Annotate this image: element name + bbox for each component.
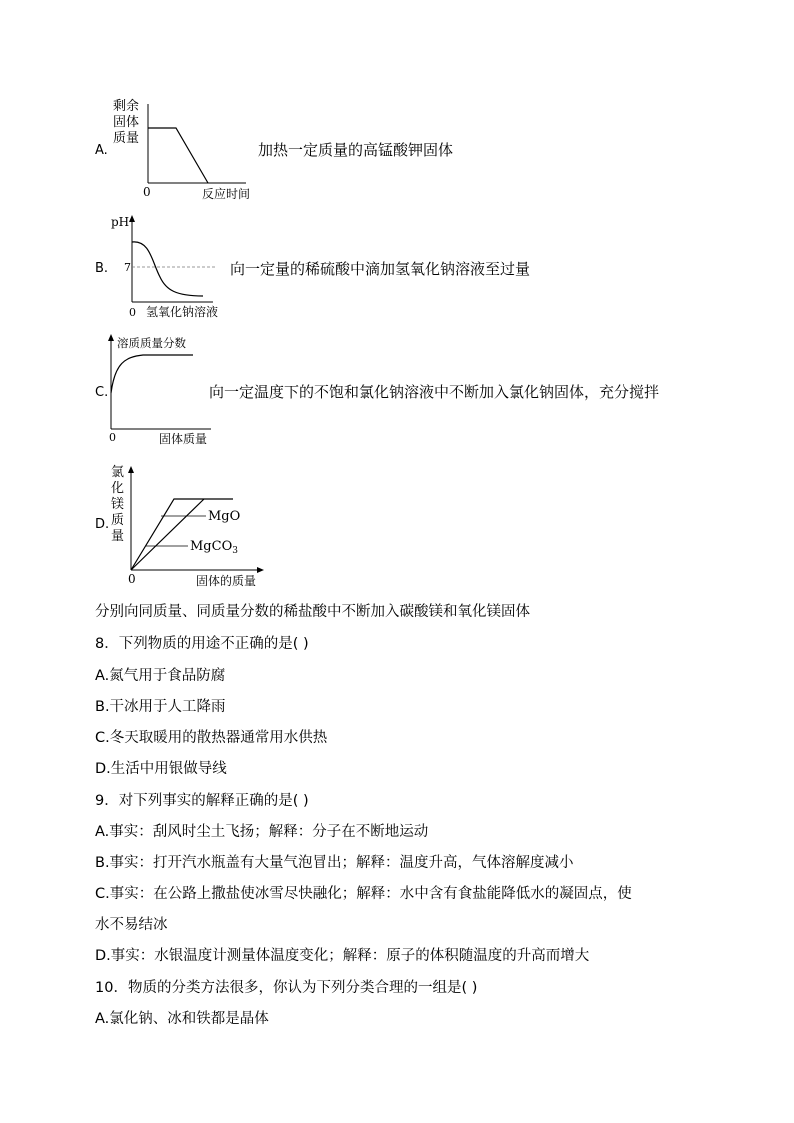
- graph-d-y-arrow: [128, 466, 134, 473]
- graph-a-origin: 0: [143, 185, 151, 199]
- q9-option-c-cont: 水不易结冰: [95, 917, 168, 933]
- graph-b: [108, 212, 228, 322]
- graph-a-ylabel-2: 固体: [113, 115, 140, 130]
- option-a-description: 加热一定质量的高锰酸钾固体: [258, 141, 454, 159]
- q9-option-d: D.事实：水银温度计测量体温度变化；解释：原子的体积随温度的升高而增大: [95, 948, 590, 964]
- q9-stem: 9．对下列事实的解释正确的是( ): [95, 793, 309, 809]
- graph-d-x-arrow: [257, 567, 264, 573]
- option-d-description: 分别向同质量、同质量分数的稀盐酸中不断加入碳酸镁和氧化镁固体: [95, 604, 530, 620]
- graph-d-mgco3-label: MgCO$_3$: [190, 539, 238, 556]
- graph-c-ylabel: 溶质质量分数: [117, 336, 186, 350]
- q8-option-d: D.生活中用银做导线: [95, 761, 227, 777]
- q9-option-c: C.事实：在公路上撒盐使冰雪尽快融化；解释：水中含有食盐能降低水的凝固点，使: [95, 886, 632, 902]
- graph-a-ylabel-3: 质量: [113, 131, 140, 146]
- graph-d-ylabel-4: 质: [111, 513, 125, 528]
- graph-a-xlabel: 反应时间: [202, 187, 251, 201]
- graph-c: [103, 333, 223, 448]
- option-c-letter: C.: [95, 385, 109, 400]
- graph-d-xlabel: 固体的质量: [196, 574, 257, 588]
- q8-option-b: B.干冰用于人工降雨: [95, 699, 226, 715]
- option-a-letter: A.: [95, 143, 108, 158]
- graph-c-y-arrow: [108, 334, 114, 341]
- q8-option-a: A.氮气用于食品防腐: [95, 668, 226, 684]
- graph-d-ylabel-2: 化: [111, 481, 125, 496]
- graph-d-mgo-label: MgO: [208, 509, 241, 524]
- graph-b-curve: [132, 242, 203, 296]
- graph-b-origin: 0: [129, 306, 136, 319]
- graph-d-origin: 0: [128, 572, 136, 586]
- graph-c-origin: 0: [109, 431, 116, 444]
- graph-d-ylabel-5: 量: [111, 529, 125, 544]
- graph-d: [108, 462, 278, 592]
- option-d-letter: D.: [95, 517, 110, 532]
- graph-b-ph7-label: 7: [124, 261, 131, 274]
- q8-stem: 8．下列物质的用途不正确的是( ): [95, 636, 309, 652]
- q8-option-c: C.冬天取暖用的散热器通常用水供热: [95, 730, 328, 746]
- q9-option-b: B.事实：打开汽水瓶盖有大量气泡冒出；解释：温度升高，气体溶解度减小: [95, 855, 574, 871]
- option-c-description: 向一定温度下的不饱和氯化钠溶液中不断加入氯化钠固体，充分搅拌: [209, 383, 660, 401]
- graph-a: [108, 96, 268, 206]
- graph-b-y-arrow: [129, 215, 135, 222]
- graph-d-ylabel-3: 镁: [111, 497, 125, 512]
- graph-c-xlabel: 固体质量: [159, 432, 208, 446]
- graph-b-xlabel: 氢氧化钠溶液: [146, 305, 219, 319]
- graph-a-ylabel-1: 剩余: [113, 99, 140, 114]
- q9-option-a: A.事实：刮风时尘土飞扬；解释：分子在不断地运动: [95, 824, 429, 840]
- q10-stem: 10．物质的分类方法很多，你认为下列分类合理的一组是( ): [95, 980, 478, 996]
- graph-c-curve: [111, 355, 193, 393]
- option-b-description: 向一定量的稀硫酸中滴加氢氧化钠溶液至过量: [230, 260, 531, 278]
- graph-d-ylabel-1: 氯: [111, 465, 125, 480]
- graph-b-ylabel: pH: [111, 215, 130, 229]
- graph-a-curve: [148, 128, 208, 183]
- q10-option-a: A.氯化钠、冰和铁都是晶体: [95, 1011, 269, 1027]
- option-b-letter: B.: [95, 261, 109, 276]
